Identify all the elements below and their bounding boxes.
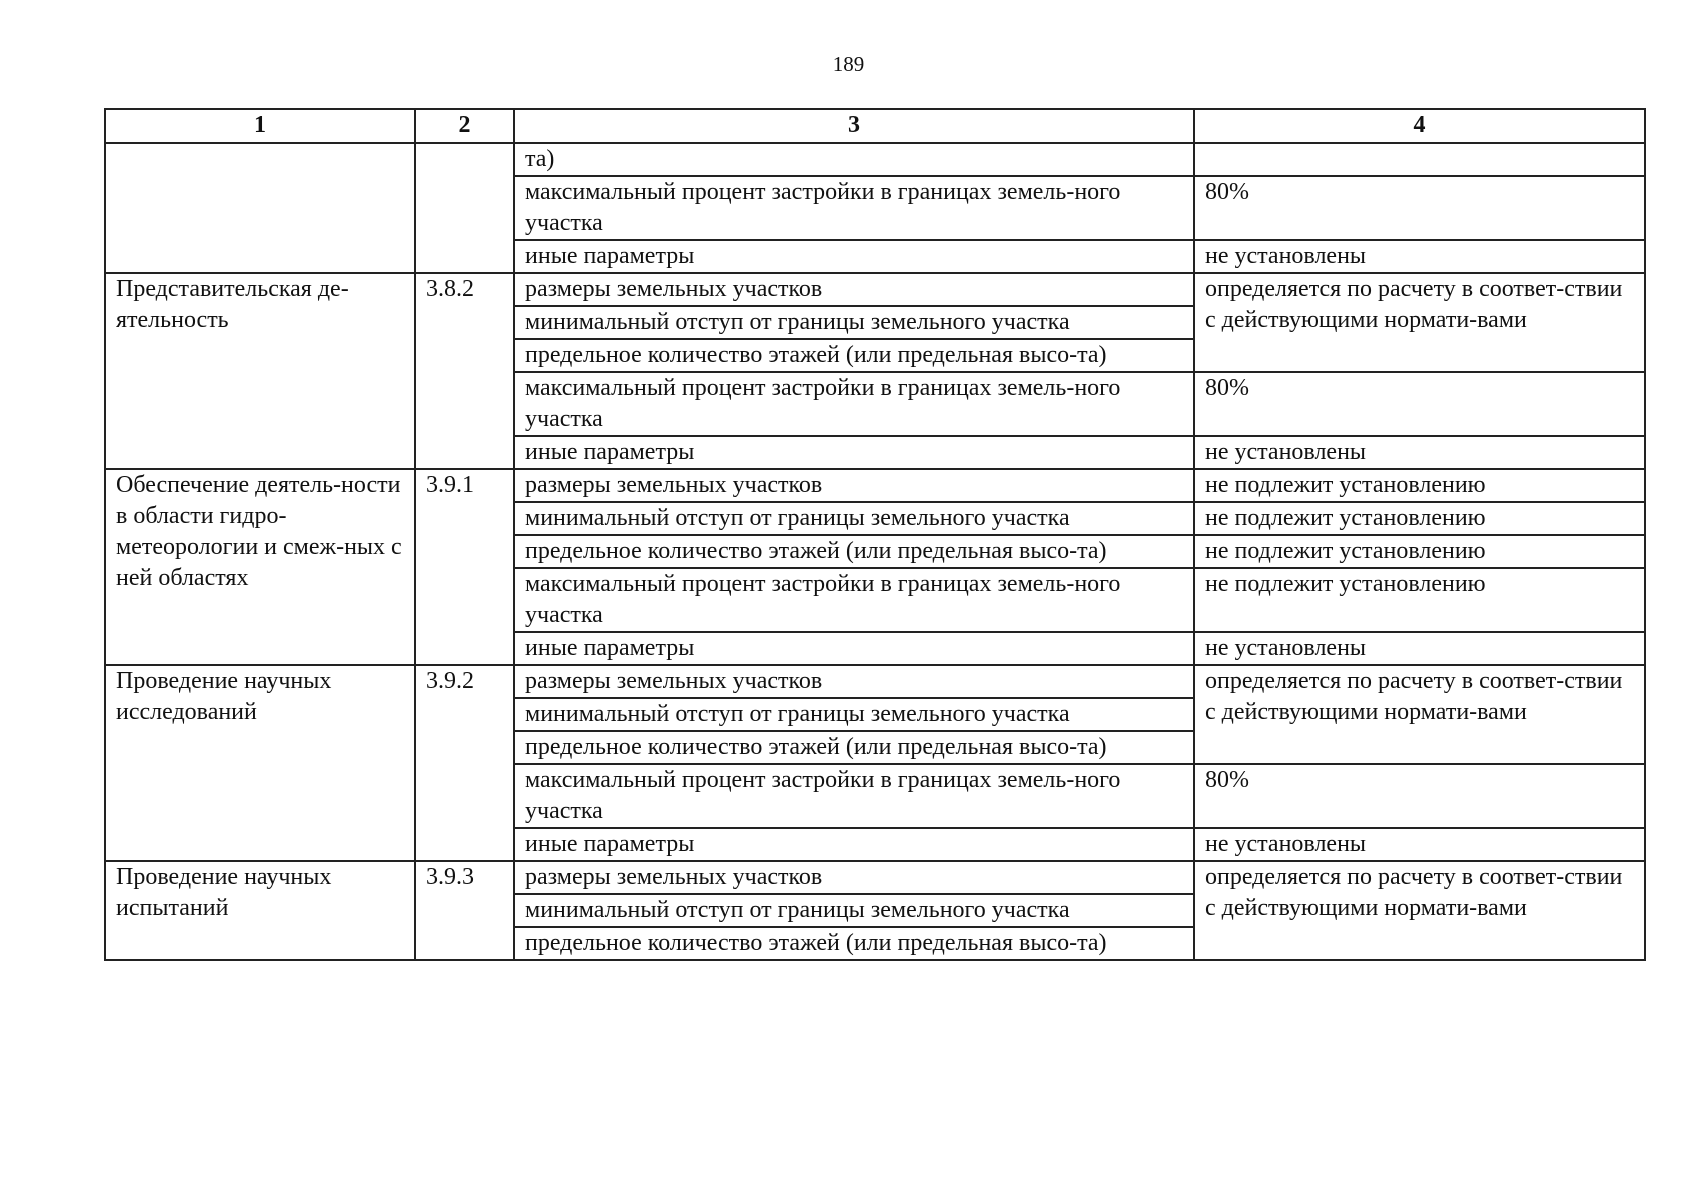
parameter-cell: минимальный отступ от границы земельного участка [514, 502, 1194, 535]
value-cell: не установлены [1194, 632, 1645, 665]
parameter-cell: размеры земельных участков [514, 665, 1194, 698]
value-cell: 80% [1194, 372, 1645, 436]
column-header-1: 1 [105, 109, 415, 143]
merged-value-cell: определяется по расчету в соответ-ствии с действующими нормати-вами [1194, 273, 1645, 372]
value-cell: 80% [1194, 176, 1645, 240]
column-header-2: 2 [415, 109, 514, 143]
parameter-cell: та) [514, 143, 1194, 176]
parameter-cell: максимальный процент застройки в границах земель-ного участка [514, 372, 1194, 436]
table-row [105, 273, 1645, 306]
table-row [105, 665, 1645, 698]
column-header-3: 3 [514, 109, 1194, 143]
table-row [105, 861, 1645, 894]
use-name-cell: Проведение научных исследований [105, 665, 415, 861]
parameter-cell: максимальный процент застройки в границах земель-ного участка [514, 176, 1194, 240]
page-number: 189 [832, 52, 865, 76]
parameter-cell: размеры земельных участков [514, 273, 1194, 306]
table-header-row [105, 109, 1645, 143]
use-name-cell: Представительская де-ятельность [105, 273, 415, 469]
value-cell [1194, 143, 1645, 176]
table-row [105, 143, 1645, 176]
value-cell: не установлены [1194, 828, 1645, 861]
merged-value-cell: определяется по расчету в соответ-ствии с действующими нормати-вами [1194, 665, 1645, 764]
parameter-cell: максимальный процент застройки в границах земель-ного участка [514, 568, 1194, 632]
merged-value-cell: определяется по расчету в соответ-ствии с действующими нормати-вами [1194, 861, 1645, 960]
parameter-cell: иные параметры [514, 240, 1194, 273]
use-name-cell [105, 143, 415, 273]
parameter-cell: размеры земельных участков [514, 861, 1194, 894]
parameter-cell: максимальный процент застройки в границах земель-ного участка [514, 764, 1194, 828]
parameter-cell: иные параметры [514, 436, 1194, 469]
value-cell: не подлежит установлению [1194, 469, 1645, 502]
parameter-cell: предельное количество этажей (или предельная высо-та) [514, 535, 1194, 568]
parameter-cell: иные параметры [514, 828, 1194, 861]
parameter-cell: предельное количество этажей (или предельная высо-та) [514, 339, 1194, 372]
column-header-4: 4 [1194, 109, 1645, 143]
use-code-cell: 3.8.2 [415, 273, 514, 469]
parameter-cell: иные параметры [514, 632, 1194, 665]
parameter-cell: минимальный отступ от границы земельного участка [514, 894, 1194, 927]
value-cell: не установлены [1194, 436, 1645, 469]
value-cell: 80% [1194, 764, 1645, 828]
parameter-cell: размеры земельных участков [514, 469, 1194, 502]
parameter-cell: минимальный отступ от границы земельного участка [514, 698, 1194, 731]
use-code-cell: 3.9.1 [415, 469, 514, 665]
table-row [105, 469, 1645, 502]
value-cell: не подлежит установлению [1194, 568, 1645, 632]
parameter-cell: минимальный отступ от границы земельного участка [514, 306, 1194, 339]
value-cell: не подлежит установлению [1194, 535, 1645, 568]
use-name-cell: Проведение научных испытаний [105, 861, 415, 960]
parameters-table [104, 108, 1646, 961]
use-code-cell [415, 143, 514, 273]
use-name-cell: Обеспечение деятель-ности в области гидро-метеорологии и смеж-ных с ней областях [105, 469, 415, 665]
value-cell: не подлежит установлению [1194, 502, 1645, 535]
parameter-cell: предельное количество этажей (или предельная высо-та) [514, 927, 1194, 960]
use-code-cell: 3.9.2 [415, 665, 514, 861]
value-cell: не установлены [1194, 240, 1645, 273]
use-code-cell: 3.9.3 [415, 861, 514, 960]
parameter-cell: предельное количество этажей (или предельная высо-та) [514, 731, 1194, 764]
